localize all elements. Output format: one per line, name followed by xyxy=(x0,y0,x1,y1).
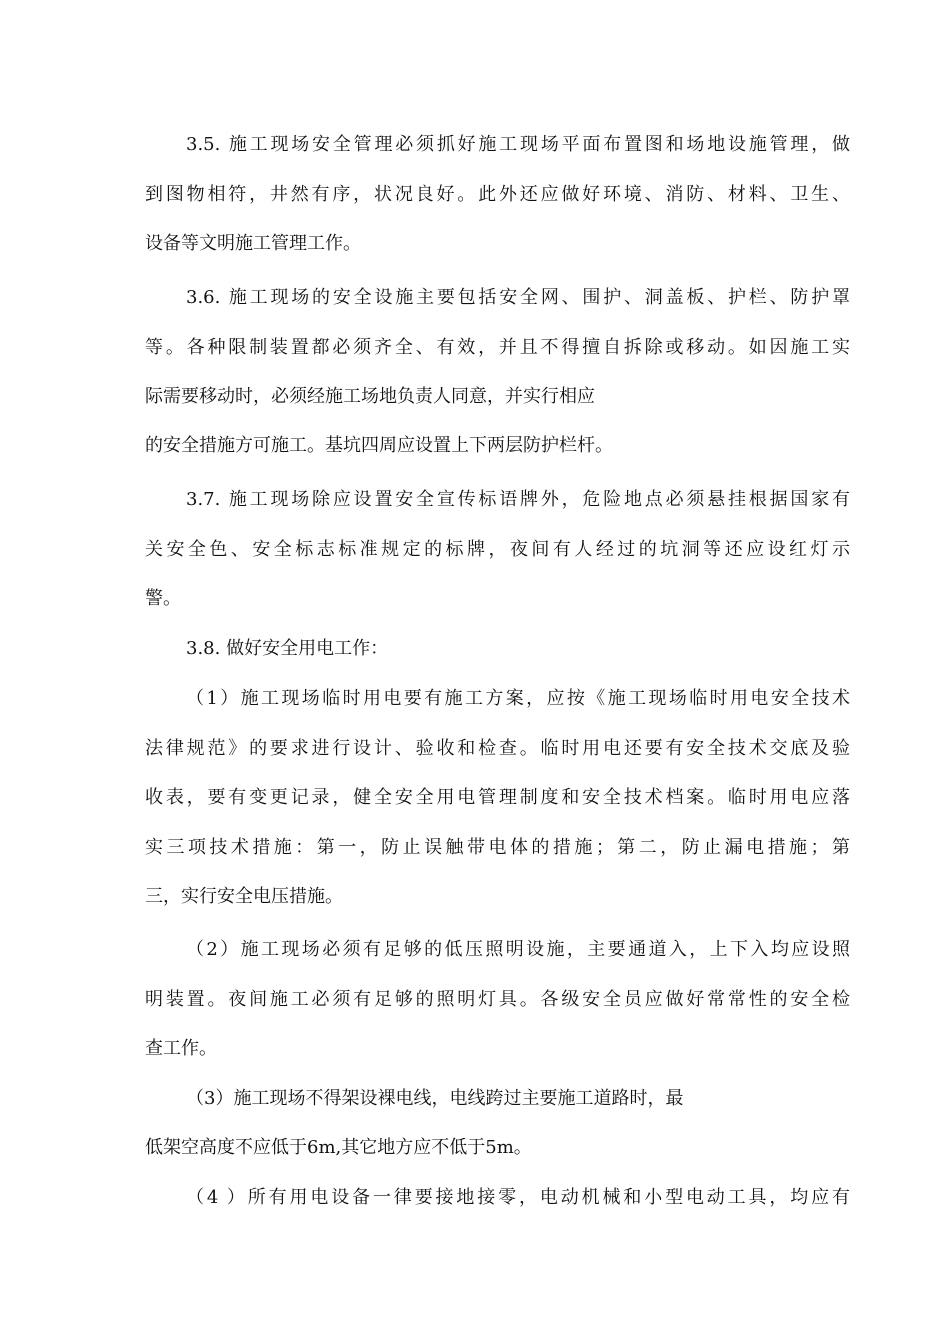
item-3-line-2: 低架空高度不应低于6m,其它地方应不低于5m。 xyxy=(145,1137,532,1158)
item-1-line-4: 实三项技术措施：第一，防止误触带电体的措施；第二，防止漏电措施；第 xyxy=(145,837,850,858)
item-4-line-1: （4 ）所有用电设备一律要接地接零，电动机械和小型电动工具，均应有 xyxy=(186,1187,850,1208)
para-3-7-line-2: 关安全色、安全标志标准规定的标牌，夜间有人经过的坑洞等还应设红灯示 xyxy=(145,539,850,560)
para-3-6-line-1: 3.6. 施工现场的安全设施主要包括安全网、围护、洞盖板、护栏、防护罩 xyxy=(186,287,850,308)
para-3-6-line-2: 等。各种限制装置都必须齐全、有效，并且不得擅自拆除或移动。如因施工实 xyxy=(145,337,850,358)
para-3-5-line-1: 3.5. 施工现场安全管理必须抓好施工现场平面布置图和场地设施管理，做 xyxy=(186,134,850,155)
item-1-line-5: 三，实行安全电压措施。 xyxy=(145,886,343,907)
item-1-line-2: 法律规范》的要求进行设计、验收和检查。临时用电还要有安全技术交底及验 xyxy=(145,738,850,759)
para-3-6-line-3: 际需要移动时，必须经施工场地负责人同意，并实行相应 xyxy=(145,386,595,407)
item-1-line-3: 收表，要有变更记录，健全安全用电管理制度和安全技术档案。临时用电应落 xyxy=(145,787,850,808)
item-2-line-2: 明装置。夜间施工必须有足够的照明灯具。各级安全员应做好常常性的安全检 xyxy=(145,989,850,1010)
para-3-8-heading: 3.8. 做好安全用电工作： xyxy=(186,638,389,659)
para-3-7-line-3: 警。 xyxy=(145,588,181,609)
item-2-line-1: （2）施工现场必须有足够的低压照明设施，主要通道入，上下入均应设照 xyxy=(186,939,850,960)
para-3-7-line-1: 3.7. 施工现场除应设置安全宣传标语牌外，危险地点必须悬挂根据国家有 xyxy=(186,489,850,510)
item-2-line-3: 查工作。 xyxy=(145,1038,217,1059)
para-3-5-line-2: 到图物相符，井然有序，状况良好。此外还应做好环境、消防、材料、卫生、 xyxy=(145,184,850,205)
para-3-6-line-4: 的安全措施方可施工。基坑四周应设置上下两层防护栏杆。 xyxy=(145,435,613,456)
item-3-line-1: （3）施工现场不得架设裸电线，电线跨过主要施工道路时，最 xyxy=(186,1088,684,1109)
para-3-5-line-3: 设备等文明施工管理工作。 xyxy=(145,233,361,254)
item-1-line-1: （1）施工现场临时用电要有施工方案，应按《施工现场临时用电安全技术 xyxy=(186,688,850,709)
